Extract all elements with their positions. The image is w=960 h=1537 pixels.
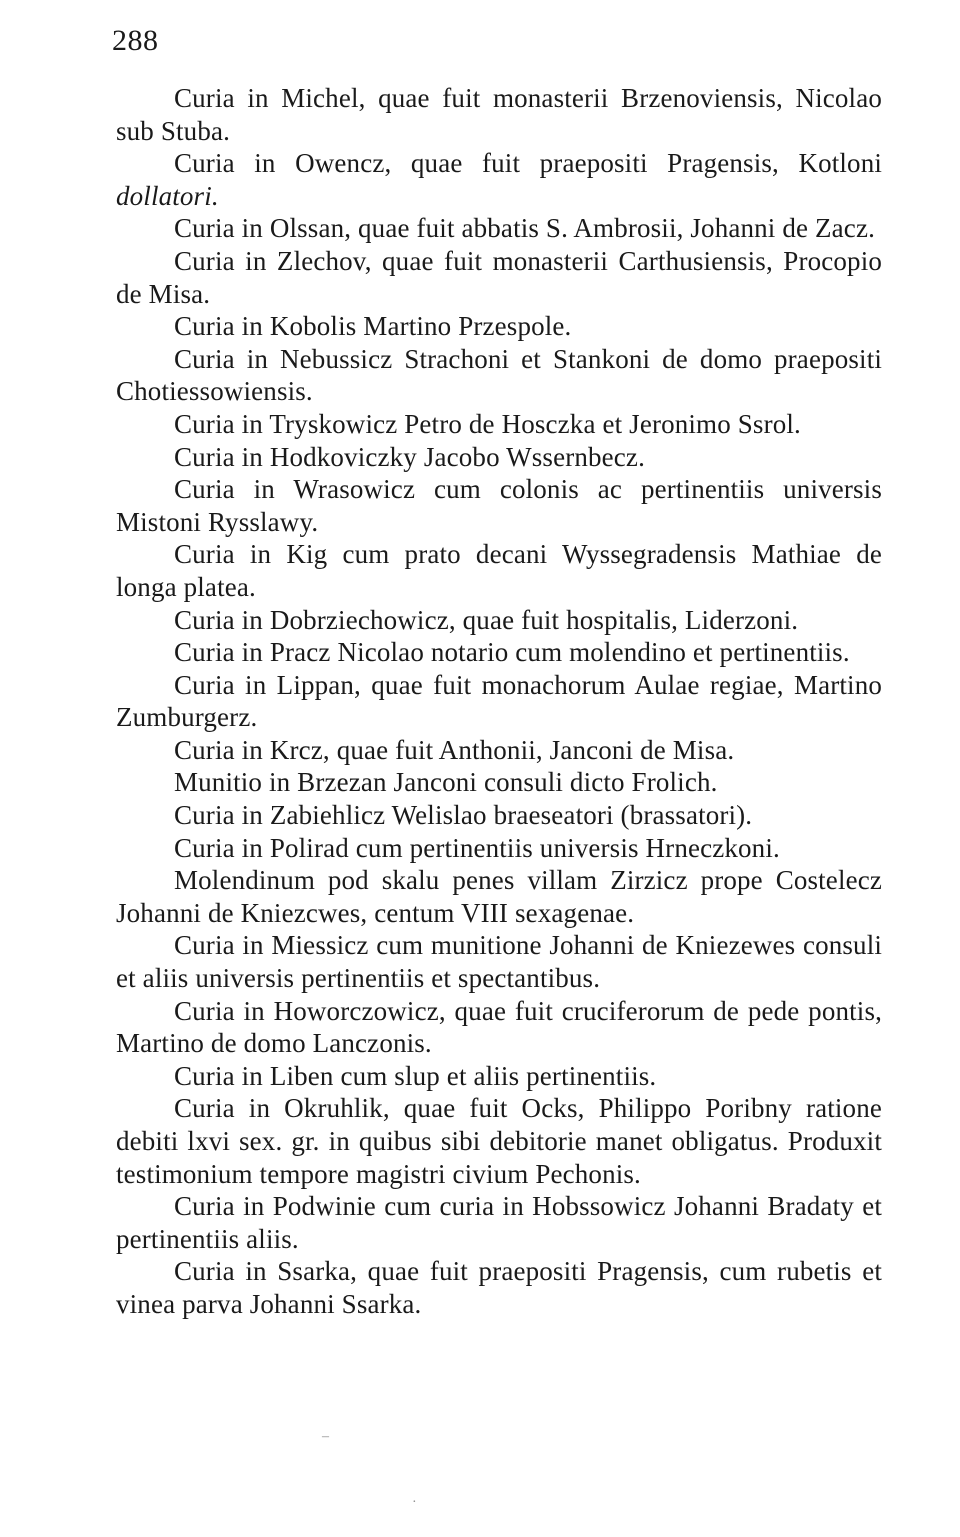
entry-miessicz: Curia in Miessicz cum munitione Johanni de Kniezewes consuli et aliis universis pertinentiis et spectantibus. [116,930,882,994]
entry-brzezan: Munitio in Brzezan Janconi consuli dicto Frolich. [174,767,718,798]
body-text [116,82,882,1412]
entry-kobolis: Curia in Kobolis Martino Przespole. [174,311,572,342]
entry-ssarka: Curia in Ssarka, quae fuit praepositi Pragensis, cum rubetis et vinea parva Johanni Ssarka. [116,1256,882,1319]
entry-polirad: Curia in Polirad cum pertinentiis universis Hrneczkoni. [174,832,780,863]
entry-hodkoviczky: Curia in Hodkoviczky Jacobo Wssernbecz. [174,441,645,472]
entry-michel: Curia in Michel, quae fuit monasterii Brzenoviensis, Nicolao sub Stuba. [116,83,882,146]
entry-howorczowicz: Curia in Howorczowicz, quae fuit cruciferorum de pede pontis, Martino de domo Lanczonis. [116,995,882,1059]
entry-lippan: Curia in Lippan, quae fuit monachorum Aulae regiae, Martino Zumburgerz. [116,669,882,733]
entry-tryskowicz: Curia in Tryskowicz Petro de Hosczka et Jeronimo Ssrol. [174,408,801,439]
stray-dash-mark: ‒ [322,1429,329,1444]
entry-krcz: Curia in Krcz, quae fuit Anthonii, Janconi de Misa. [174,734,735,765]
entry-owencz [116,147,882,212]
entry-owencz-italic: dollatori. [116,180,219,211]
entry-olssan: Curia in Olssan, quae fuit abbatis S. Ambrosii, Johanni de Zacz. [174,213,875,244]
entry-owencz-text: Curia in Owencz, quae fuit praepositi Pragensis, Kotloni [174,148,882,179]
entry-molendinum: Molendinum pod skalu penes villam Zirzicz prope Costelecz Johanni de Kniezcwes, centum VIII sexagenae. [116,865,882,928]
entry-pracz: Curia in Pracz Nicolao notario cum molendino et pertinentiis. [174,637,850,668]
entry-podwinie: Curia in Podwinie cum curia in Hobssowicz Johanni Bradaty et pertinentiis aliis. [116,1191,882,1254]
entry-okruhlik: Curia in Okruhlik, quae fuit Ocks, Philippo Poribny ratione debiti lxvi sex. gr. in quibus sibi debitorie manet obligatus. Produxit testimonium tempore magistri civium Pechonis. [116,1093,882,1189]
entry-wrasowicz: Curia in Wrasowicz cum colonis ac pertinentiis universis Mistoni Rysslawy. [116,474,882,537]
entry-zlechov: Curia in Zlechov, quae fuit monasterii Carthusiensis, Procopio de Misa. [116,245,882,309]
entry-dobrziechowicz: Curia in Dobrziechowicz, quae fuit hospitalis, Liderzoni. [174,604,799,635]
page-number: 288 [112,24,159,57]
entry-zabiehlicz: Curia in Zabiehlicz Welislao braeseatori (brassatori). [174,800,753,831]
stray-dot-mark: · [412,1495,417,1510]
entry-nebussicz: Curia in Nebussicz Strachoni et Stankoni de domo praepositi Chotiessowiensis. [116,343,882,407]
entry-liben: Curia in Liben cum slup et aliis pertinentiis. [174,1060,657,1091]
entry-kig: Curia in Kig cum prato decani Wyssegradensis Mathiae de longa platea. [116,539,882,602]
